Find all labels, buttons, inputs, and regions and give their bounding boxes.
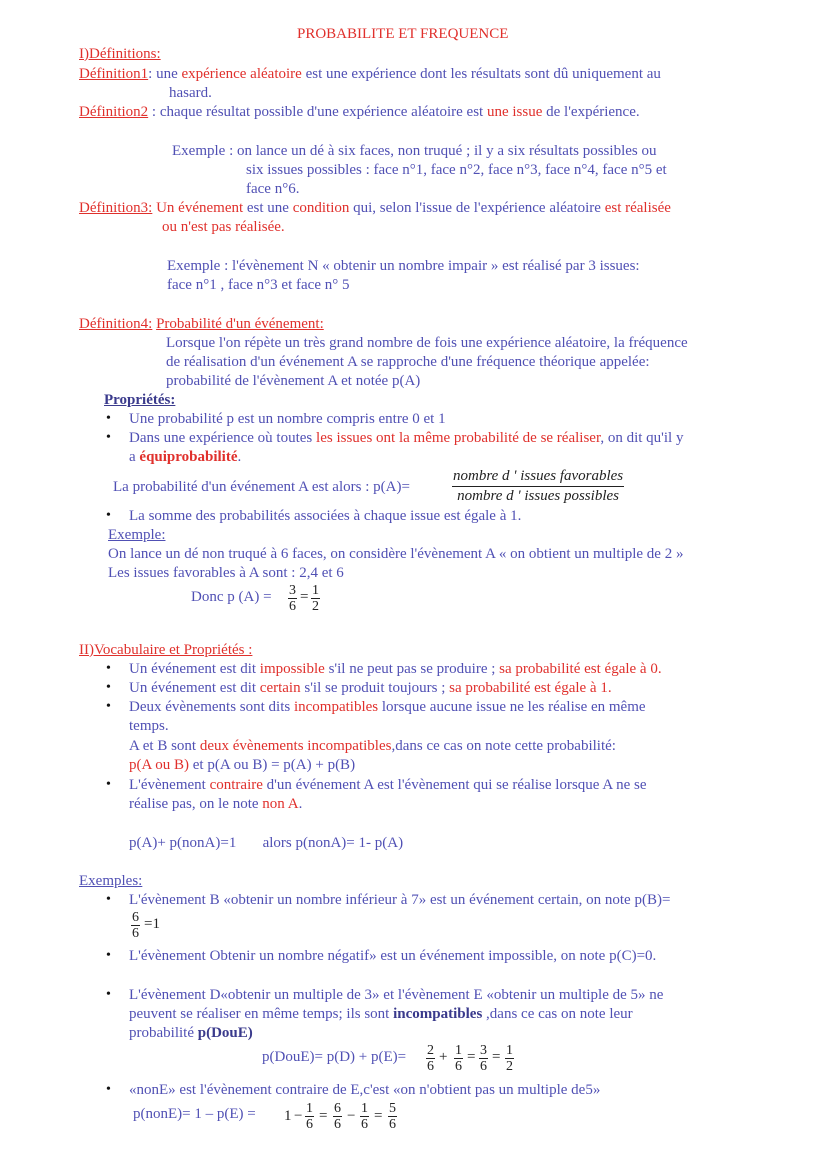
- bullet-icon: •: [106, 508, 111, 523]
- property-3: La somme des probabilités associées à chaque issue est égale à 1.: [129, 508, 522, 524]
- example-1-line-1: Exemple : on lance un dé à six faces, non truqué ; il y a six résultats possibles ou: [172, 143, 657, 159]
- vocab-certain: Un événement est dit certain s'il se produit toujours ; sa probabilité est égale à 1.: [129, 680, 612, 696]
- minus-sign: −: [294, 1108, 303, 1124]
- vocab-incompatible-formula: p(A ou B) et p(A ou B) = p(A) + p(B): [129, 757, 356, 773]
- equals-sign: =: [492, 1049, 501, 1065]
- equals-sign: =: [319, 1108, 328, 1124]
- page-title: PROBABILITE ET FREQUENCE: [297, 26, 509, 42]
- example-incompatible-line-3: probabilité p(DouE): [129, 1025, 253, 1041]
- fraction: $\frac{1}{6}$: [306, 1101, 313, 1132]
- vocab-contrary-cont: réalise pas, on le note non A.: [129, 796, 303, 812]
- definition-2: Définition2 : chaque résultat possible d'une expérience aléatoire est une issue de l'expérience.: [79, 104, 640, 120]
- fraction: $\frac{5}{6}$: [389, 1101, 396, 1132]
- example-2-line-1: Exemple : l'évènement N « obtenir un nombre impair » est réalisé par 3 issues:: [167, 258, 640, 274]
- bullet-icon: •: [106, 777, 111, 792]
- vocab-incompatible: Deux évènements sont dits incompatibles lorsque aucune issue ne les réalise en même: [129, 699, 646, 715]
- bullet-icon: •: [106, 1082, 111, 1097]
- example-incompatible-line-2: peuvent se réaliser en même temps; ils sont incompatibles ,dans ce cas on note leur: [129, 1006, 633, 1022]
- probability-formula-label: La probabilité d'un événement A est alors : p(A)=: [113, 479, 410, 495]
- definition-4-line-1: Lorsque l'on répète un très grand nombre de fois une expérience aléatoire, la fréquence: [166, 335, 688, 351]
- property-2-cont: a équiprobabilité.: [129, 449, 242, 465]
- vocab-incompatible-note: A et B sont deux évènements incompatibles,dans ce cas on note cette probabilité:: [129, 738, 616, 754]
- fraction: $\frac{1}{6}$: [361, 1101, 368, 1132]
- property-2: Dans une expérience où toutes les issues ont la même probabilité de se réaliser, on dit qu'il y: [129, 430, 684, 446]
- example-incompatible-line-1: L'évènement D«obtenir un multiple de 3» et l'évènement E «obtenir un multiple de 5» ne: [129, 987, 664, 1003]
- bullet-icon: •: [106, 699, 111, 714]
- definition-1-cont: hasard.: [169, 85, 212, 101]
- section-1-heading: I)Définitions:: [79, 46, 161, 62]
- fraction: $\frac{1}{6}$: [455, 1043, 462, 1074]
- definition-4: Définition4: Probabilité d'un événement:: [79, 316, 324, 332]
- fraction: $\frac{6}{6}$: [334, 1101, 341, 1132]
- equals-sign: =: [374, 1108, 383, 1124]
- example-1-line-2: six issues possibles : face n°1, face n°2, face n°3, face n°4, face n°5 et: [246, 162, 667, 178]
- fraction: $\frac{1}{2}$: [312, 583, 319, 614]
- fraction: $\frac{3}{6}$: [480, 1043, 487, 1074]
- equals-sign: =: [300, 589, 309, 605]
- bullet-icon: •: [106, 411, 111, 426]
- bullet-icon: •: [106, 661, 111, 676]
- example-certain: L'évènement B «obtenir un nombre inférieur à 7» est un événement certain, on note p(B)=: [129, 892, 671, 908]
- union-formula-label: p(DouE)= p(D) + p(E)=: [262, 1049, 407, 1065]
- example-2-line-2: face n°1 , face n°3 et face n° 5: [167, 277, 350, 293]
- example-impossible: L'évènement Obtenir un nombre négatif» est un événement impossible, on note p(C)=0.: [129, 948, 657, 964]
- definition-1: Définition1: une expérience aléatoire est une expérience dont les résultats sont dû uniquement au: [79, 66, 661, 82]
- example-3-heading: Exemple:: [108, 527, 166, 543]
- fraction: $\frac{2}{6}$: [427, 1043, 434, 1074]
- properties-heading: Propriétés:: [104, 392, 176, 408]
- one: 1: [284, 1108, 292, 1124]
- vocab-contrary: L'évènement contraire d'un événement A est l'évènement qui se réalise lorsque A ne se: [129, 777, 647, 793]
- examples-heading: Exemples:: [79, 873, 143, 889]
- example-3-line-3: Donc p (A) =: [191, 589, 272, 605]
- fraction: $\frac{6}{6}$: [132, 910, 139, 941]
- definition-3: Définition3: Un événement est une condition qui, selon l'issue de l'expérience aléatoire est réalisée: [79, 200, 671, 216]
- minus-sign: −: [347, 1108, 356, 1124]
- contrary-formula-label: p(nonE)= 1 – p(E) =: [133, 1106, 256, 1122]
- vocab-incompatible-cont: temps.: [129, 718, 169, 734]
- example-contrary: «nonE» est l'évènement contraire de E,c'est «on n'obtient pas un multiple de5»: [129, 1082, 601, 1098]
- definition-4-line-2: de réalisation d'un événement A se rapproche d'une fréquence théorique appelée:: [166, 354, 650, 370]
- bullet-icon: •: [106, 948, 111, 963]
- bullet-icon: •: [106, 987, 111, 1002]
- equals-one: =1: [144, 916, 160, 932]
- section-2-heading: II)Vocabulaire et Propriétés :: [79, 642, 253, 658]
- probability-formula-fraction: nombre d ' issues favorables nombre d ' issues possibles: [453, 468, 624, 504]
- fraction: $\frac{1}{2}$: [506, 1043, 513, 1074]
- bullet-icon: •: [106, 430, 111, 445]
- bullet-icon: •: [106, 680, 111, 695]
- definition-4-line-3: probabilité de l'évènement A et notée p(A): [166, 373, 421, 389]
- example-3-line-2: Les issues favorables à A sont : 2,4 et 6: [108, 565, 344, 581]
- bullet-icon: •: [106, 892, 111, 907]
- fraction: $\frac{3}{6}$: [289, 583, 296, 614]
- plus-sign: +: [439, 1049, 448, 1065]
- equals-sign: =: [467, 1049, 476, 1065]
- definition-3-cont: ou n'est pas réalisée.: [162, 219, 285, 235]
- contrary-formula: p(A)+ p(nonA)=1 alors p(nonA)= 1- p(A): [129, 835, 404, 851]
- example-3-line-1: On lance un dé non truqué à 6 faces, on considère l'évènement A « on obtient un multiple de 2 »: [108, 546, 684, 562]
- vocab-impossible: Un événement est dit impossible s'il ne peut pas se produire ; sa probabilité est égale à 0.: [129, 661, 662, 677]
- property-1: Une probabilité p est un nombre compris entre 0 et 1: [129, 411, 446, 427]
- example-1-line-3: face n°6.: [246, 181, 300, 197]
